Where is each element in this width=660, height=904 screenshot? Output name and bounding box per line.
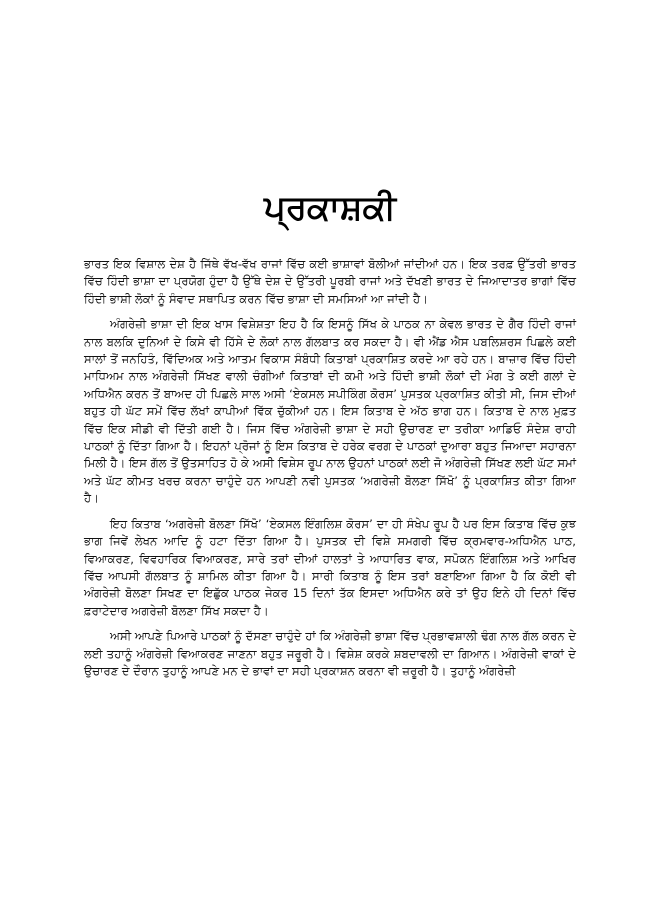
paragraph-grammar-note: ਅਸੀ ਆਪਣੇ ਪਿਆਰੇ ਪਾਠਕਾਂ ਨੂੰ ਦੱਸਣਾ ਚਾਹੁੰਦੇ ਹਾਂ ਕਿ ਅੰਗਰੇਜ਼ੀ ਭਾਸ਼ਾ ਵਿੱਚ ਪ੍ਰਭਾਵਸ਼ਾਲੀ ਢੰਗ ਨਾਲ ਗੱਲ ਕਰਨ ਦੇ ਲਈ ਤਹਾਨੂੰ ਅੰਗਰੇਜ਼ੀ ਵਿਆਕਰਣ ਜਾਣਨਾ ਬਹੁਤ ਜਰੂਰੀ ਹੈ। ਵਿਸ਼ੇਸ਼ ਕਰਕੇ ਸ਼ਬਦਾਵਲੀ ਦਾ ਗਿਆਨ। ਅੰਗਰੇਜ਼ੀ ਵਾਕਾਂ ਦੇ ਉਚਾਰਣ ਦੇ ਦੌਰਾਨ ਤੁਹਾਨੂੰ ਆਪਣੇ ਮਨ ਦੇ ਭਾਵਾਂ ਦਾ ਸਹੀ ਪ੍ਰਕਾਸ਼ਨ ਕਰਨਾ ਵੀ ਜ਼ਰੂਰੀ ਹੈ। ਤੁਹਾਨੂੰ ਅੰਗਰੇਜ਼ੀ: [84, 629, 576, 678]
body-text: [84, 256, 576, 688]
paragraph-book-summary: ਇਹ ਕਿਤਾਬ ‘ਅਗਰੇਜ਼ੀ ਬੋਲਣਾ ਸਿੱਖੋ’ ‘ਏਕਸਲ ਇੰਗਲਿਸ਼ ਕੋਰਸ’ ਦਾ ਹੀ ਸੰਖੇਪ ਰੂਪ ਹੈ ਪਰ ਇਸ ਕਿਤਾਬ ਵਿੱਚ ਕੁਝ ਭਾਗ ਜਿਵੇਂ ਲੇਖਨ ਆਦਿ ਨੂੰ ਹਟਾ ਦਿੱਤਾ ਗਿਆ ਹੈ। ਪੁਸਤਕ ਦੀ ਵਿਸ਼ੇ ਸਮਗਰੀ ਵਿੱਚ ਕ੍ਰਮਵਾਰ-ਅਧਿਐਨ ਪਾਠ, ਵਿਆਕਰਣ, ਵਿਵਹਾਰਿਕ ਵਿਆਕਰਣ, ਸਾਰੇ ਤਰਾਂ ਦੀਆਂ ਹਾਲਤਾਂ ਤੇ ਆਧਾਰਿਤ ਵਾਕ, ਸਪੋਕਨ ਇੰਗਲਿਸ਼ ਅਤੇ ਆਖਿਰ ਵਿੱਚ ਆਪਸੀ ਗੱਲਬਾਤ ਨੂੰ ਸ਼ਾਮਿਲ ਕੀਤਾ ਗਿਆ ਹੈ। ਸਾਰੀ ਕਿਤਾਬ ਨੂੰ ਇਸ ਤਰਾਂ ਬਣਾਇਆ ਗਿਆ ਹੈ ਕਿ ਕੋਈ ਵੀ ਅੰਗਰੇਜ਼ੀ ਬੋਲਣਾ ਸਿਖਣ ਦਾ ਇਛੁੱਕ ਪਾਠਕ ਜੇਕਰ 15 ਦਿਨਾਂ ਤੱਕ ਇਸਦਾ ਅਧਿਐਨ ਕਰੇ ਤਾਂ ਉਹ ਇਨੇ ਹੀ ਦਿਨਾਂ ਵਿੱਚ ਫ਼ਰਾਟੇਦਾਰ ਅਗਰੇਜ਼ੀ ਬੋਲਣਾ ਸਿੱਖ ਸਕਦਾ ਹੈ।: [84, 516, 576, 618]
page-title: ਪ੍ਰਕਾਸ਼ਕੀ: [264, 188, 396, 228]
paragraph-english-importance: ਅੰਗਰੇਜ਼ੀ ਭਾਸ਼ਾ ਦੀ ਇਕ ਖਾਸ ਵਿਸ਼ੇਸ਼ਤਾ ਇਹ ਹੈ ਕਿ ਇਸਨੂੰ ਸਿੱਖ ਕੇ ਪਾਠਕ ਨਾ ਕੇਵਲ ਭਾਰਤ ਦੇ ਗੈਰ ਹਿੰਦੀ ਰਾਜਾਂ ਨਾਲ ਬਲਕਿ ਦੁਨਿਆਂ ਦੇ ਕਿਸੇ ਵੀ ਹਿੱਸੇ ਦੇ ਲੋਕਾਂ ਨਾਲ ਗੱਲਬਾਤ ਕਰ ਸਕਦਾ ਹੈ। ਵੀ ਐਂਡ ਐਸ ਪਬਲਿਸ਼ਰਸ ਪਿਛਲੇ ਕਈ ਸਾਲਾਂ ਤੋਂ ਜਨਹਿਤੰ, ਵਿੱਦਿਅਕ ਅਤੇ ਆਤਮ ਵਿਕਾਸ ਸੰਬੰਧੀ ਕਿਤਾਬਾਂ ਪ੍ਰਕਾਸ਼ਿਤ ਕਰਦੇ ਆ ਰਹੇ ਹਨ। ਬਾਜ਼ਾਰ ਵਿੱਚ ਹਿੰਦੀ ਮਾਧਿਅਮ ਨਾਲ ਅੰਗਰੇਜ਼ੀ ਸਿੱਖਣ ਵਾਲੀ ਚੰਗੀਆਂ ਕਿਤਾਬਾਂ ਦੀ ਕਮੀ ਅਤੇ ਹਿੰਦੀ ਭਾਸ਼ੀ ਲੋਕਾਂ ਦੀ ਮੰਗ ਤੇ ਕਈ ਗਲਾਂ ਦੇ ਅਧਿਐਨ ਕਰਨ ਤੋਂ ਬਾਅਦ ਹੀ ਪਿਛਲੇ ਸਾਲ ਅਸੀ ‘ਏਕਸਲ ਸਪੀਕਿੰਗ ਕੋਰਸ’ ਪੁਸਤਕ ਪ੍ਰਕਾਸ਼ਿਤ ਕੀਤੀ ਸੀ, ਜਿਸ ਦੀਆਂ ਬਹੁਤ ਹੀ ਘੱਟ ਸਮੇਂ ਵਿੱਚ ਲੱਖਾਂ ਕਾਪੀਆਂ ਵਿੱਕ ਚੁੱਕੀਆਂ ਹਨ। ਇਸ ਕਿਤਾਬ ਦੇ ਅੱਠ ਭਾਗ ਹਨ। ਕਿਤਾਬ ਦੇ ਨਾਲ ਮੁਫ਼ਤ ਵਿੱਚ ਇਕ ਸੀਡੀ ਵੀ ਦਿੱਤੀ ਗਈ ਹੈ। ਜਿਸ ਵਿੱਚ ਅੰਗਰੇਜ਼ੀ ਭਾਸ਼ਾ ਦੇ ਸਹੀ ਉਚਾਰਣ ਦਾ ਤਰੀਕਾ ਆਡਿਓ ਸੰਦੇਸ਼ ਰਾਹੀ ਪਾਠਕਾਂ ਨੂੰ ਦਿੱਤਾ ਗਿਆ ਹੈ। ਇਹਨਾਂ ਪ੍ਰੋਜਾਂ ਨੂੰ ਇਸ ਕਿਤਾਬ ਦੇ ਹਰੇਕ ਵਰਗ ਦੇ ਪਾਠਕਾਂ ਦੁਆਰਾ ਬਹੁਤ ਜਿਆਦਾ ਸਹਾਰਨਾ ਮਿਲੀ ਹੈ। ਇਸ ਗੱਲ ਤੋਂ ਉਤਸਾਹਿਤ ਹੋ ਕੇ ਅਸੀ ਵਿਸ਼ੇਸ ਰੂਪ ਨਾਲ ਉਹਨਾਂ ਪਾਠਕਾਂ ਲਈ ਜੋ ਅੰਗਰੇਜ਼ੀ ਸਿੱਖਣ ਲਈ ਘੱਟ ਸਮਾਂ ਅਤੇ ਘੱਟ ਕੀਮਤ ਖਰਚ ਕਰਨਾ ਚਾਹੁੰਦੇ ਹਨ ਆਪਣੀ ਨਵੀ ਪੁਸਤਕ ‘ਅਗਰੇਜ਼ੀ ਬੋਲਣਾ ਸਿੱਖੋ’ ਨੂੰ ਪ੍ਰਕਾਸ਼ਿਤ ਕੀਤਾ ਗਿਆ ਹੈ।: [84, 317, 576, 506]
paragraph-intro: ਭਾਰਤ ਇਕ ਵਿਸ਼ਾਲ ਦੇਸ਼ ਹੈ ਜਿੱਥੇ ਵੱਖ-ਵੱਖ ਰਾਜਾਂ ਵਿੱਚ ਕਈ ਭਾਸ਼ਾਵਾਂ ਬੋਲੀਆਂ ਜਾਂਦੀਆਂ ਹਨ। ਇਕ ਤਰਫ਼ ਉੱਤਰੀ ਭਾਰਤ ਵਿੱਚ ਹਿੰਦੀ ਭਾਸ਼ਾ ਦਾ ਪ੍ਰਯੋਗ ਹੁੰਦਾ ਹੈ ਉੱਥੇ ਦੇਸ਼ ਦੇ ਉੱਤਰੀ ਪੂਰਬੀ ਰਾਜਾਂ ਅਤੇ ਦੱਖਣੀ ਭਾਰਤ ਦੇ ਜਿਆਦਾਤਰ ਭਾਗਾਂ ਵਿੱਚ ਹਿੰਦੀ ਭਾਸ਼ੀ ਲੋਕਾਂ ਨੂੰ ਸੰਵਾਦ ਸਥਾਪਿਤ ਕਰਨ ਵਿੱਚ ਭਾਸ਼ਾ ਦੀ ਸਮਸਿਆਂ ਆ ਜਾਂਦੀ ਹੈ।: [84, 257, 576, 306]
